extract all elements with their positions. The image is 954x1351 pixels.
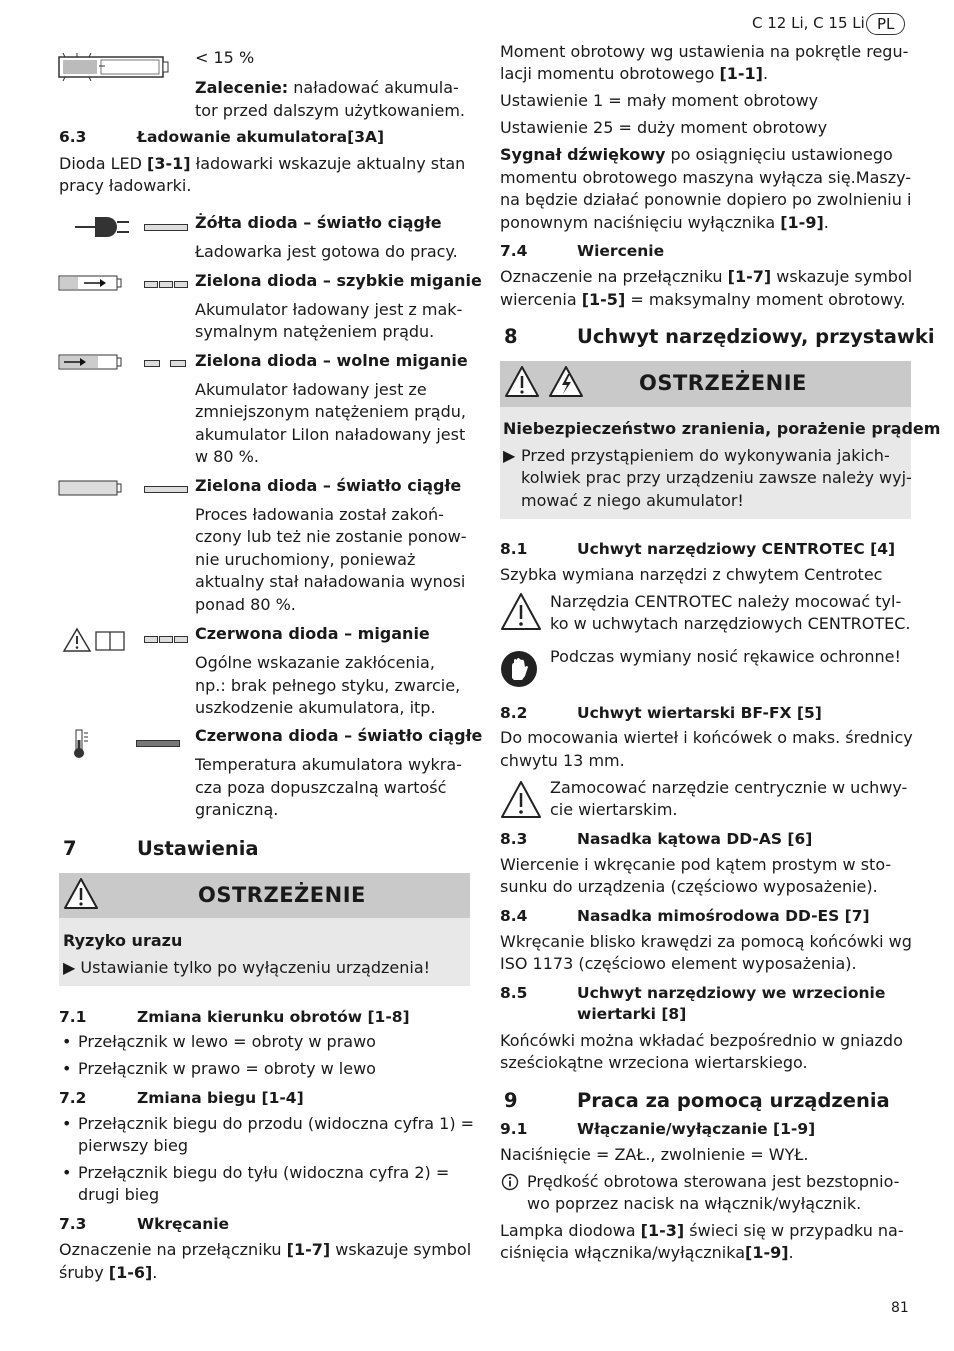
led-desc: czony lub też nie zostanie ponow- [195,527,467,546]
section-title: Uchwyt wiertarski BF-FX [5] [577,704,822,722]
led-desc: akumulator LiIon naładowany jest [195,425,466,444]
section-title: Ustawienia [137,837,259,860]
led-desc: ponad 80 %. [195,595,296,614]
section-title: Nasadka mimośrodowa DD-ES [7] [577,907,870,925]
warning-item: ▶ Ustawianie tylko po wyłączeniu urządzenia! [63,958,431,977]
paragraph: ciśnięcia włącznika/wyłącznika[1-9]. [500,1243,794,1262]
section-num: 7 [63,837,77,860]
warning-item: kolwiek prac przy urządzeniu zawsze należy wyj- [521,468,912,487]
paragraph: Ustawienie 1 = mały moment obrotowy [500,91,819,110]
page-number: 81 [891,1300,909,1316]
bullet-icon: • [62,1163,72,1182]
note-text: Zamocować narzędzie centrycznie w uchwy- [550,778,908,797]
led-title: Zielona dioda – wolne miganie [195,351,468,370]
battery-low-icon [57,53,171,81]
paragraph: Sygnał dźwiękowy po osiągnięciu ustawionego [500,145,893,164]
section-num: 8.2 [500,704,528,722]
note-text: wo poprzez nacisk na włącznik/wyłącznik. [527,1194,862,1213]
section-num: 9 [504,1089,518,1112]
paragraph: ponownym naciśnięciu wyłącznika [1-9]. [500,213,829,232]
paragraph: Szybka wymiana narzędzi z chwytem Centrotec [500,565,883,584]
section-num: 9.1 [500,1120,528,1138]
section-num: 8.5 [500,984,528,1002]
led-desc: cza poza dopuszczalną wartość [195,778,447,797]
paragraph: Ustawienie 25 = duży moment obrotowy [500,118,828,137]
led-desc: symalnym natężeniem prądu. [195,322,435,341]
paragraph: Końcówki można wkładać bezpośrednio w gniazdo [500,1031,903,1050]
section-num: 6.3 [59,128,87,146]
note-text: Narzędzia CENTROTEC należy mocować tyl- [550,592,902,611]
recommendation-line2: tor przed dalszym użytkowaniem. [195,101,465,120]
led-desc: w 80 %. [195,447,259,466]
warning-title: OSTRZEŻENIE [639,371,807,395]
led-desc: zmniejszonym natężeniem prądu, [195,402,466,421]
plug-icon [75,214,131,240]
paragraph: Moment obrotowy wg ustawienia na pokrętle regu- [500,42,909,61]
led-blink-icon [174,636,188,643]
led-desc: Ładowarka jest gotowa do pracy. [195,242,458,261]
led-blink-icon [159,281,173,288]
section-num: 8.3 [500,830,528,848]
section-title: Nasadka kątowa DD-AS [6] [577,830,813,848]
section-num: 8.4 [500,907,528,925]
led-desc: Temperatura akumulatora wykra- [195,755,462,774]
warning-risk: Niebezpieczeństwo zranienia, porażenie prądem [503,419,941,438]
section-num: 7.4 [500,242,528,260]
recommendation: Zalecenie: naładować akumula- [195,78,459,97]
section-num: 7.3 [59,1215,87,1233]
paragraph: pracy ładowarki. [59,176,192,195]
section-title: Uchwyt narzędziowy CENTROTEC [4] [577,540,896,558]
note-text: Prędkość obrotowa sterowana jest bezstopnio- [527,1172,900,1191]
led-blink-icon [159,636,173,643]
paragraph: Naciśnięcie = ZAŁ., zwolnienie = WYŁ. [500,1145,809,1164]
list-item: Przełącznik w lewo = obroty w prawo [78,1032,376,1051]
paragraph: Lampka diodowa [1-3] świeci się w przypadku na- [500,1221,904,1240]
paragraph: Do mocowania wierteł i końcówek o maks. średnicy [500,728,913,747]
led-slow-blink-icon [144,360,160,367]
note-text: cie wiertarskim. [550,800,678,819]
section-title: Uchwyt narzędziowy we wrzecionie [577,984,886,1002]
warning-triangle-icon [63,877,99,911]
list-item: Przełącznik biegu do tyłu (widoczna cyfra 2) = [78,1163,450,1182]
warning-triangle-icon [500,592,542,632]
led-desc: graniczną. [195,800,279,819]
led-desc: Akumulator ładowany jest z mak- [195,300,463,319]
header-model: C 12 Li, C 15 Li [752,14,865,32]
section-title: Wkręcanie [137,1215,230,1233]
language-badge: PL [866,13,905,35]
note-text: Podczas wymiany nosić rękawice ochronne! [550,647,901,666]
led-title: Zielona dioda – szybkie miganie [195,271,482,290]
paragraph: wiercenia [1-5] = maksymalny moment obrotowy. [500,290,906,309]
paragraph: Dioda LED [3-1] ładowarki wskazuje aktualny stan [59,154,466,173]
led-title: Czerwona dioda – miganie [195,624,430,643]
thermometer-icon [72,728,92,760]
led-desc: nie uruchomiony, ponieważ [195,550,416,569]
paragraph: sunku do urządzenia (częściowo wyposażenie). [500,877,878,896]
section-title: Włączanie/wyłączanie [1-9] [577,1120,816,1138]
section-num: 7.1 [59,1008,87,1026]
led-desc: aktualny stał naładowania wynosi [195,572,466,591]
section-title: wiertarki [8] [577,1005,687,1023]
paragraph: Wiercenie i wkręcanie pod kątem prostym w sto- [500,855,892,874]
warning-risk: Ryzyko urazu [63,931,183,950]
led-desc: Ogólne wskazanie zakłócenia, [195,653,435,672]
info-icon [501,1173,519,1191]
led-desc: Proces ładowania został zakoń- [195,505,444,524]
section-title: Uchwyt narzędziowy, przystawki [577,325,935,348]
warning-item: Przed przystąpieniem do wykonywania jakich- [521,446,890,465]
battery-charging-icon [58,273,122,293]
led-title: Czerwona dioda – światło ciągłe [195,726,483,745]
warning-item: mować z niego akumulator! [521,491,744,510]
led-red-steady-icon [136,740,180,747]
led-desc: uszkodzenie akumulatora, itp. [195,698,436,717]
paragraph: ISO 1173 (częściowo element wyposażenia). [500,954,857,973]
paragraph: chwytu 13 mm. [500,751,625,770]
section-num: 8 [504,325,518,348]
led-desc: Akumulator ładowany jest ze [195,380,427,399]
note-text: ko w uchwytach narzędziowych CENTROTEC. [550,614,911,633]
list-item: Przełącznik w prawo = obroty w lewo [78,1059,376,1078]
led-steady-icon [144,224,188,231]
led-steady-icon [144,486,188,493]
triangle-bullet-icon: ▶ [63,958,81,977]
battery-percent: < 15 % [195,48,255,67]
section-title: Zmiana biegu [1-4] [137,1089,304,1107]
led-blink-icon [174,281,188,288]
section-title: Zmiana kierunku obrotów [1-8] [137,1008,410,1026]
paragraph: na będzie działać ponownie dopiero po zwolnieniu i [500,190,912,209]
section-num: 8.1 [500,540,528,558]
section-num: 7.2 [59,1089,87,1107]
paragraph: sześciokątne wrzeciona wiertarskiego. [500,1053,808,1072]
electric-shock-icon [548,365,584,399]
bullet-icon: • [62,1059,72,1078]
paragraph: momentu obrotowego maszyna wyłącza się.Maszy- [500,168,912,187]
led-title: Zielona dioda – światło ciągłe [195,476,462,495]
battery-full-icon [58,478,122,498]
triangle-bullet-icon: ▶ [503,446,516,465]
paragraph: Wkręcanie blisko krawędzi za pomocą końcówki wg [500,932,912,951]
section-title: Praca za pomocą urządzenia [577,1089,890,1112]
section-title: Ładowanie akumulatora[3A] [137,128,385,146]
section-title: Wiercenie [577,242,665,260]
warning-triangle-icon [500,780,542,820]
list-item: drugi bieg [78,1185,160,1204]
led-title: Żółta dioda – światło ciągłe [195,213,442,232]
led-blink-icon [144,636,158,643]
bullet-icon: • [62,1032,72,1051]
paragraph: śruby [1-6]. [59,1263,158,1282]
list-item: pierwszy bieg [78,1136,188,1155]
list-item: Przełącznik biegu do przodu (widoczna cyfra 1) = [78,1114,475,1133]
led-desc: np.: brak pełnego styku, zwarcie, [195,676,461,695]
warning-manual-icon [62,626,130,654]
paragraph: Oznaczenie na przełączniku [1-7] wskazuje symbol [59,1240,472,1259]
warning-title: OSTRZEŻENIE [198,883,366,907]
battery-charging-icon [58,352,122,372]
gloves-icon [500,650,538,688]
led-blink-icon [144,281,158,288]
paragraph: lacji momentu obrotowego [1-1]. [500,64,769,83]
led-slow-blink-icon [170,360,186,367]
paragraph: Oznaczenie na przełączniku [1-7] wskazuje symbol [500,267,913,286]
warning-triangle-icon [504,365,540,399]
bullet-icon: • [62,1114,72,1133]
